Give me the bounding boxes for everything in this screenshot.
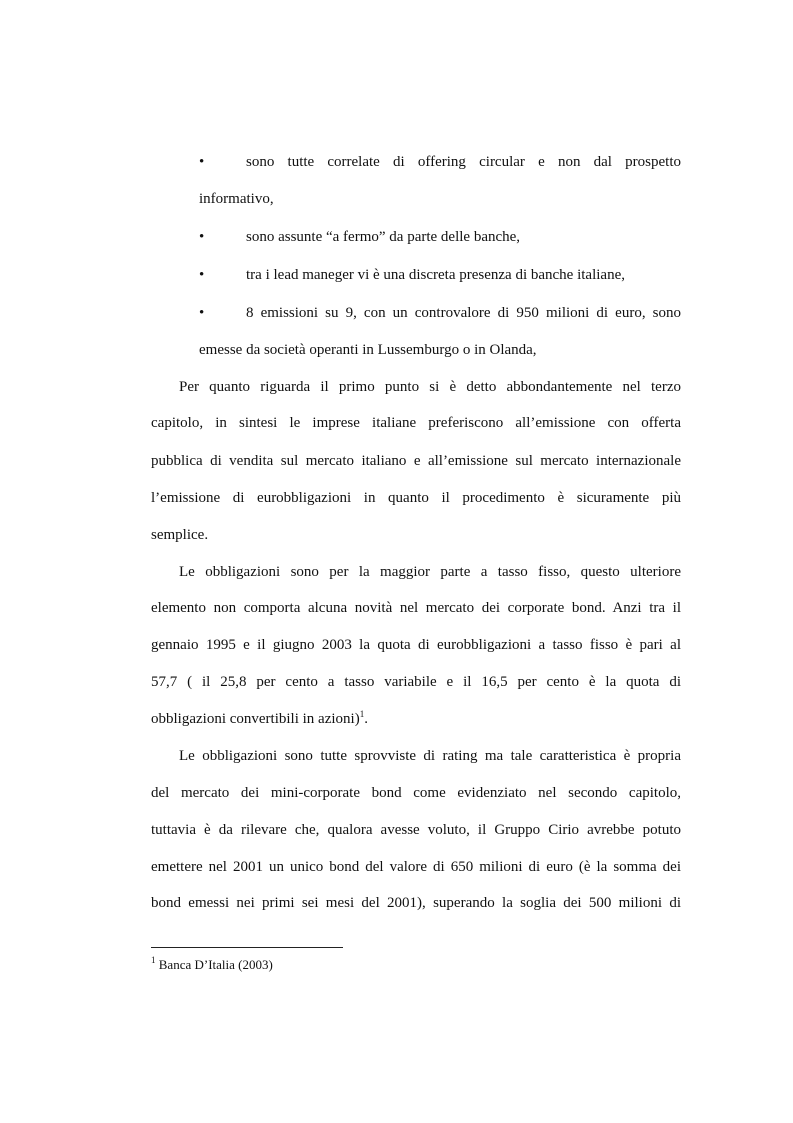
bullet-marker: • bbox=[199, 305, 205, 321]
bullet-item-4-line-2: emesse da società operanti in Lussemburgo o in Olanda, bbox=[199, 342, 537, 358]
paragraph-1-line-5: semplice. bbox=[151, 527, 209, 543]
bullet-marker: • bbox=[199, 229, 205, 245]
bullet-item-3: tra i lead maneger vi è una discreta presenza di banche italiane, bbox=[246, 267, 625, 283]
bullet-marker: • bbox=[199, 154, 205, 170]
footnote-divider bbox=[151, 947, 343, 948]
paragraph-3-line-1: Le obbligazioni sono tutte sprovviste di rating ma tale caratteristica è propria bbox=[179, 748, 681, 764]
footnote-reference: 1 bbox=[359, 709, 365, 719]
paragraph-2-line-3: gennaio 1995 e il giugno 2003 la quota di eurobbligazioni a tasso fisso è pari al bbox=[151, 637, 681, 653]
bullet-marker: • bbox=[199, 267, 205, 283]
paragraph-2-line-4: 57,7 ( il 25,8 per cento a tasso variabile e il 16,5 per cento è la quota di bbox=[151, 674, 681, 690]
paragraph-3-line-5: bond emessi nei primi sei mesi del 2001), superando la soglia dei 500 milioni di bbox=[151, 895, 681, 911]
paragraph-2-line-5-text: obbligazioni convertibili in azioni) bbox=[151, 711, 360, 727]
bullet-item-2: sono assunte “a fermo” da parte delle banche, bbox=[246, 229, 521, 245]
paragraph-2-line-1: Le obbligazioni sono per la maggior parte a tasso fisso, questo ulteriore bbox=[179, 564, 681, 580]
paragraph-3-line-4: emettere nel 2001 un unico bond del valore di 650 milioni di euro (è la somma dei bbox=[151, 859, 681, 875]
bullet-item-1-line-1: sono tutte correlate di offering circular e non dal prospetto bbox=[246, 154, 681, 170]
paragraph-3-line-2: del mercato dei mini-corporate bond come evidenziato nel secondo capitolo, bbox=[151, 785, 681, 801]
paragraph-3-line-3: tuttavia è da rilevare che, qualora avesse voluto, il Gruppo Cirio avrebbe potuto bbox=[151, 822, 681, 838]
paragraph-2-line-5 bbox=[151, 710, 368, 728]
paragraph-2-end: . bbox=[364, 711, 368, 727]
paragraph-2-line-2: elemento non comporta alcuna novità nel mercato dei corporate bond. Anzi tra il bbox=[151, 600, 681, 616]
paragraph-1-line-1: Per quanto riguarda il primo punto si è detto abbondantemente nel terzo bbox=[179, 379, 681, 395]
paragraph-1-line-3: pubblica di vendita sul mercato italiano e all’emissione sul mercato internazionale bbox=[151, 453, 681, 469]
footnote-text: Banca D’Italia (2003) bbox=[158, 957, 273, 972]
footnote bbox=[151, 957, 273, 973]
paragraph-1-line-4: l’emissione di eurobbligazioni in quanto il procedimento è sicuramente più bbox=[151, 490, 681, 506]
footnote-number: 1 bbox=[151, 955, 156, 965]
paragraph-1-line-2: capitolo, in sintesi le imprese italiane preferiscono all’emissione con offerta bbox=[151, 415, 681, 431]
bullet-item-1-line-2: informativo, bbox=[199, 191, 274, 207]
bullet-item-4-line-1: 8 emissioni su 9, con un controvalore di 950 milioni di euro, sono bbox=[246, 305, 681, 321]
